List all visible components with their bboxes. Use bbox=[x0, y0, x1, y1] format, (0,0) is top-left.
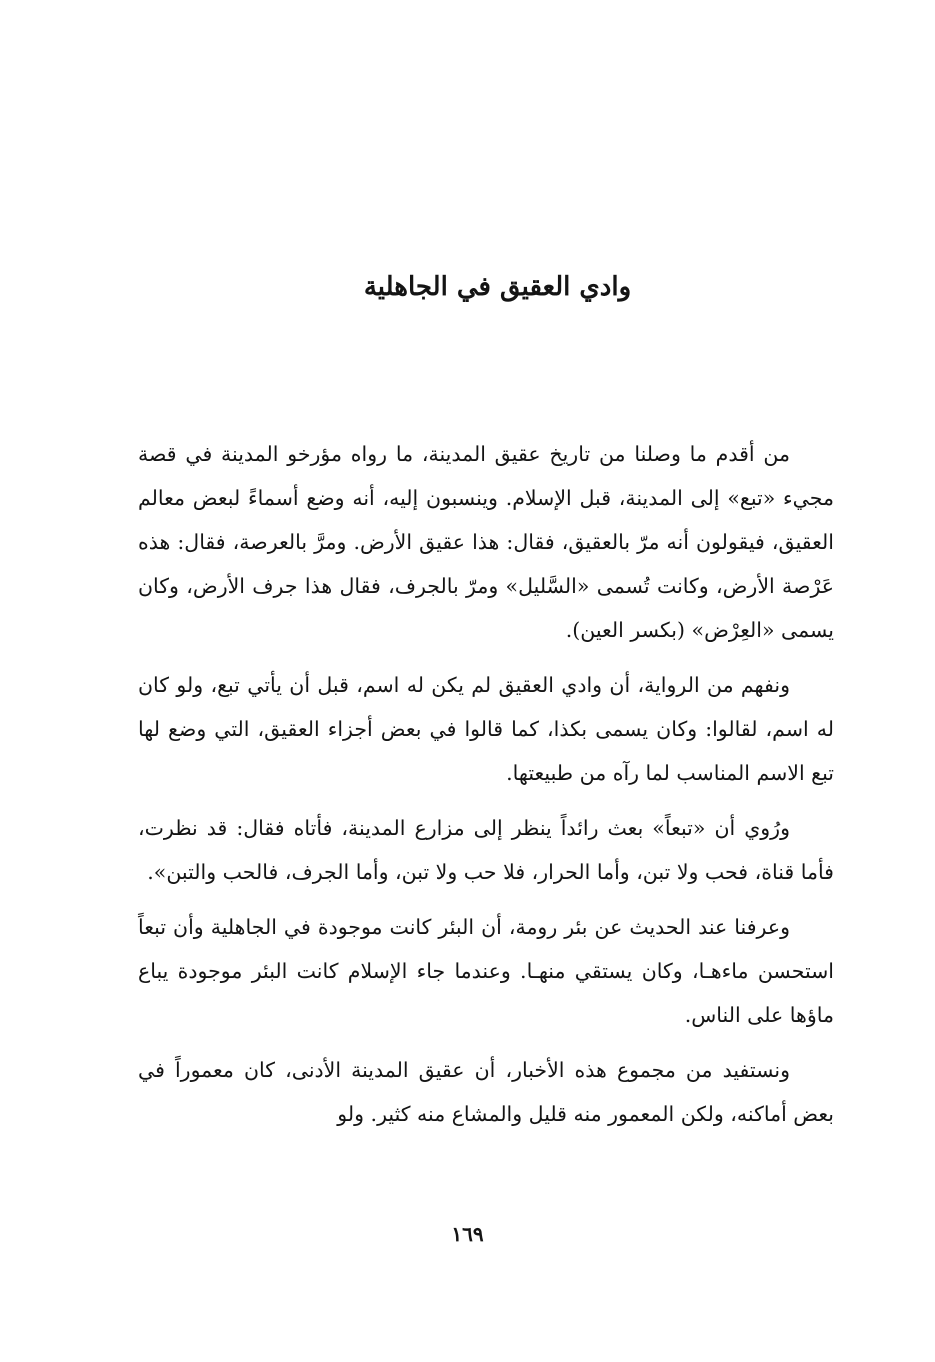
paragraph-2: ونفهم من الرواية، أن وادي العقيق لم يكن له اسم، قبل أن يأتي تبع، ولو كان له اسم، لقالوا: وكان يسمى بكذا، كما قالوا في بعض أجزاء العقيق، التي وضع لها تبع الاسم المناسب لما رآه من طبيعتها. bbox=[138, 673, 834, 785]
paragraph-5: ونستفيد من مجموع هذه الأخبار، أن عقيق المدينة الأدنى، كان معموراً في بعض أماكنه، ولكن المعمور منه قليل والمشاع منه كثير. ولو bbox=[138, 1058, 834, 1126]
paragraph-3: ورُوي أن «تبعاً» بعث رائداً ينظر إلى مزارع المدينة، فأتاه فقال: قد نظرت، فأما قناة، فحب ولا تبن، وأما الحرار، فلا حب ولا تبن، وأما الجرف، فالحب والتبن». bbox=[138, 816, 834, 884]
chapter-title: وادي العقيق في الجاهلية bbox=[363, 272, 632, 303]
body-text bbox=[138, 432, 834, 1147]
paragraph-1: من أقدم ما وصلنا من تاريخ عقيق المدينة، ما رواه مؤرخو المدينة في قصة مجيء «تبع» إلى المدينة، قبل الإسلام. وينسبون إليه، أنه وضع أسماءً لبعض معالم العقيق، فيقولون أنه مرّ بالعقيق، فقال: هذا عقيق الأرض. ومرَّ بالعرصة، فقال: هذه عَرْصة الأرض، وكانت تُسمى «السَّليل» ومرّ بالجرف، فقال هذا جرف الأرض، وكان يسمى «العِرْض» (بكسر العين). bbox=[138, 442, 834, 642]
page-number: ١٦٩ bbox=[451, 1222, 484, 1246]
paragraph-4: وعرفنا عند الحديث عن بئر رومة، أن البئر كانت موجودة في الجاهلية وأن تبعاً استحسن ماءهـا، وكان يستقي منهـا. وعندما جاء الإسلام كانت البئر موجودة يباع ماؤها على الناس. bbox=[138, 915, 834, 1027]
